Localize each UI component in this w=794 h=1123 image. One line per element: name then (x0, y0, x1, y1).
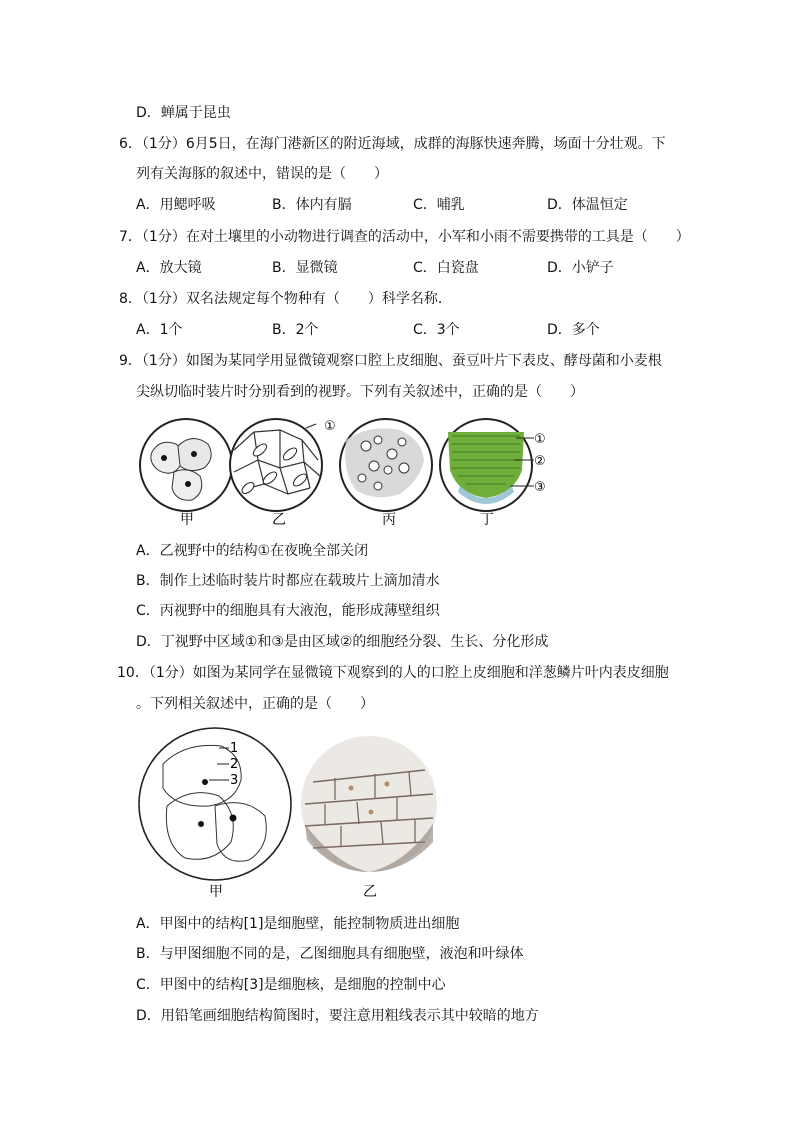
q8-stem-line1: 8．（1分）双名法规定每个物种有（ ）科学名称． (119, 291, 452, 307)
q7-option-b: B．显微镜 (272, 260, 338, 276)
q7-option-a: A．放大镜 (136, 260, 202, 276)
q6-option-a: A．用鳃呼吸 (136, 197, 216, 213)
q10-marker-1: 1 (230, 741, 239, 756)
q6-option-c: C．哺乳 (413, 197, 465, 213)
q7-option-d: D．小铲子 (547, 260, 614, 276)
q8-option-c: C．3个 (413, 322, 460, 338)
q10-marker-2: 2 (230, 757, 239, 772)
q10-label-yi: 乙 (363, 884, 377, 900)
q10-figure (135, 724, 445, 904)
q9-marker-1-yi: ① (324, 419, 336, 434)
q9-fig-bing-yeast (340, 419, 432, 511)
q8-option-b: B．2个 (272, 322, 319, 338)
q10-label-jia: 甲 (209, 884, 223, 900)
q5-option-d: D．蝉属于昆虫 (136, 105, 231, 121)
q9-option-b: B．制作上述临时装片时都应在载玻片上滴加清水 (136, 573, 440, 589)
q10-fig-yi-onion (301, 736, 437, 872)
q9-label-jia: 甲 (180, 512, 194, 528)
q9-label-bing: 丙 (382, 512, 396, 528)
q7-stem-line1: 7．（1分）在对土壤里的小动物进行调查的活动中，小军和小雨不需要携带的工具是（ ） (119, 229, 690, 245)
q9-stem-line2: 尖纵切临时装片时分别看到的视野。下列有关叙述中，正确的是（ ） (136, 384, 584, 400)
q9-option-c: C．丙视野中的细胞具有大液泡，能形成薄壁组织 (136, 603, 440, 619)
q9-marker-3-ding: ③ (534, 480, 546, 495)
q9-option-d: D．丁视野中区域①和③是由区域②的细胞经分裂、生长、分化形成 (136, 634, 549, 650)
q9-marker-2-ding: ② (534, 454, 546, 469)
q9-figure (130, 410, 570, 530)
q6-option-b: B．体内有膈 (272, 197, 352, 213)
q10-option-b: B．与甲图细胞不同的是，乙图细胞具有细胞壁，液泡和叶绿体 (136, 946, 524, 962)
q10-option-d: D．用铅笔画细胞结构简图时，要注意用粗线表示其中较暗的地方 (136, 1008, 539, 1024)
q6-stem-line2: 列有关海豚的叙述中，错误的是（ ） (136, 166, 388, 182)
q10-marker-3: 3 (230, 773, 239, 788)
q9-stem-line1: 9．（1分）如图为某同学用显微镜观察口腔上皮细胞、蚕豆叶片下表皮、酵母菌和小麦根 (119, 353, 662, 369)
q6-option-d: D．体温恒定 (547, 197, 628, 213)
q9-label-yi: 乙 (272, 512, 286, 528)
q10-fig-jia-cells (139, 728, 291, 880)
q9-label-ding: 丁 (480, 512, 494, 528)
q10-option-c: C．甲图中的结构[3]是细胞核，是细胞的控制中心 (136, 977, 446, 993)
q10-stem-line2: 。下列相关叙述中，正确的是（ ） (136, 696, 374, 712)
q10-option-a: A．甲图中的结构[1]是细胞壁，能控制物质进出细胞 (136, 916, 460, 932)
q8-option-d: D．多个 (547, 322, 600, 338)
q7-option-c: C．白瓷盘 (413, 260, 479, 276)
q6-stem-line1: 6．（1分）6月5日，在海门港新区的附近海域，成群的海豚快速奔腾，场面十分壮观。下 (119, 136, 666, 152)
q9-marker-1-ding: ① (534, 432, 546, 447)
q8-option-a: A．1个 (136, 322, 183, 338)
q9-fig-yi-epidermis (230, 419, 322, 511)
q9-option-a: A．乙视野中的结构①在夜晚全部关闭 (136, 543, 369, 559)
q10-stem-line1: 10．（1分）如图为某同学在显微镜下观察到的人的口腔上皮细胞和洋葱鳞片叶内表皮细胞 (117, 665, 669, 681)
q9-fig-ding-roottip (440, 419, 534, 511)
q9-fig-jia-cells (140, 419, 232, 511)
